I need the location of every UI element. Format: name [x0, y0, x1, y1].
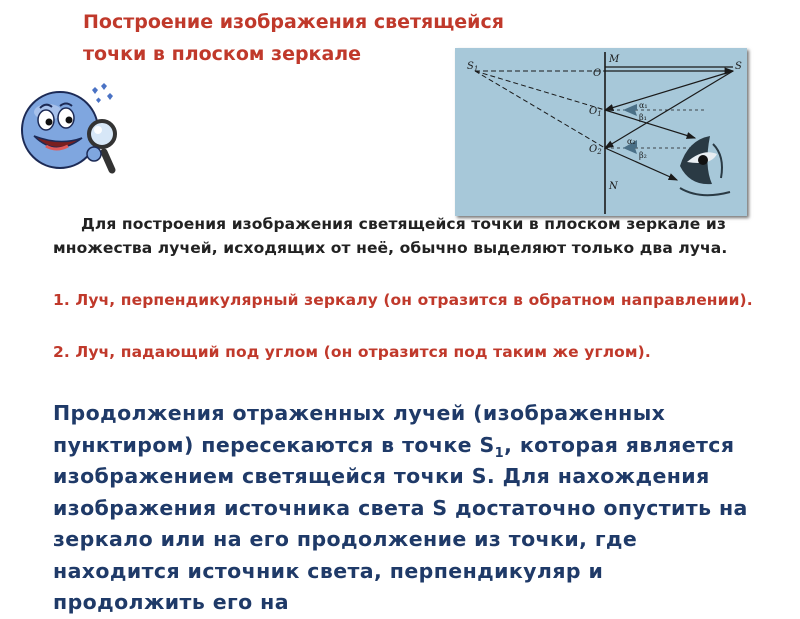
label-n: N [609, 181, 618, 192]
label-alpha1: α₁ [639, 101, 648, 110]
label-beta2: β₂ [639, 151, 647, 160]
label-o: O [593, 68, 602, 79]
label-s1: $S_1$ [467, 61, 479, 73]
label-s: S [735, 61, 742, 72]
label-o2: $O_2$ [589, 144, 602, 156]
rule-ray-1: 1. Луч, перпендикулярный зеркалу (он отразится в обратном направлении). [53, 291, 753, 309]
label-beta1: β₁ [639, 113, 647, 122]
slide-title: Построение изображения светящейся точки в плоском зеркале [83, 11, 504, 65]
label-m: M [609, 54, 620, 65]
smiley-magnifier-illustration [8, 82, 128, 182]
rule-ray-2: 2. Луч, падающий под углом (он отразится под таким же углом). [53, 343, 651, 361]
intro-paragraph: Для построения изображения светящейся точки в плоском зеркале из множества лучей, исходящих от неё, обычно выделяют только два луча. [53, 215, 728, 257]
label-alpha2: α₂ [627, 137, 636, 146]
main-explanation-paragraph: Продолжения отраженных лучей (изображенных пунктиром) пересекаются в точке $S_1$, которая является изображением светящейся точки S. Для нахождения изображения источника света S достаточно опустить на зеркало или на его продолжение из точки, где находится источник света, перпендикуляр и продолжить его на [53, 401, 748, 614]
flat-mirror-diagram [455, 48, 747, 216]
label-o1: $O_1$ [589, 106, 602, 118]
